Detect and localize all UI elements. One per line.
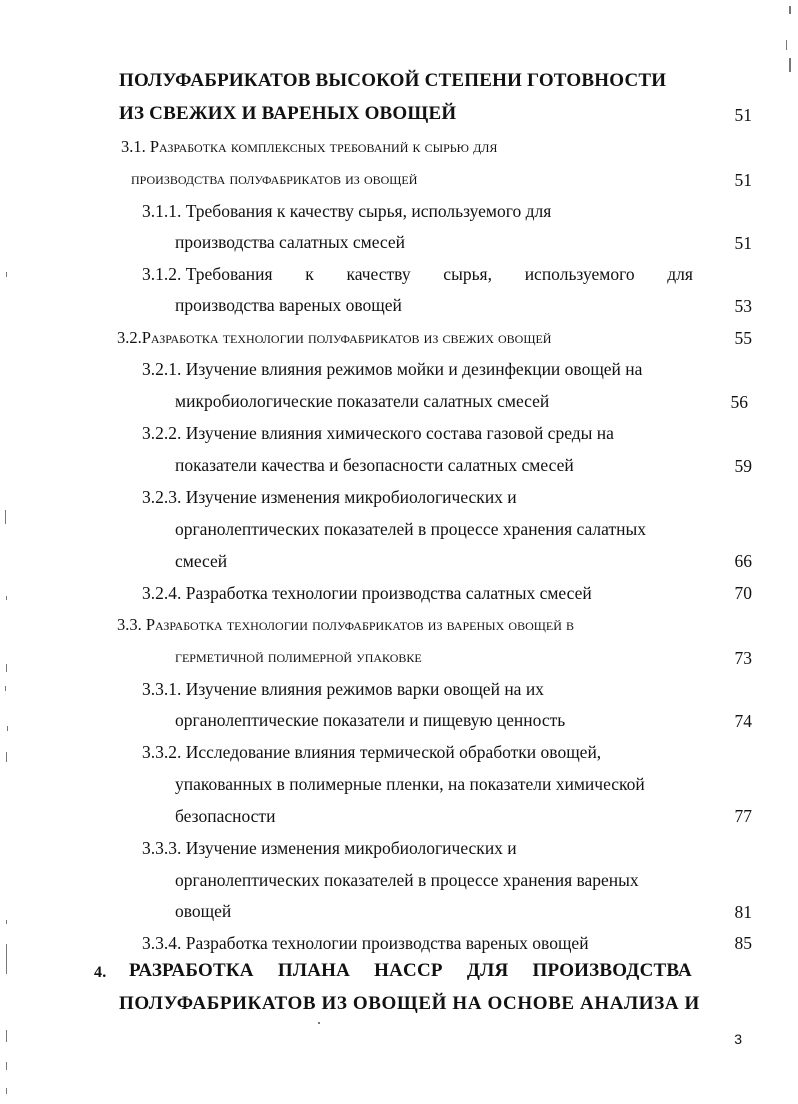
toc-word: ПЛАНА (277, 960, 351, 981)
scan-mark (6, 664, 7, 672)
toc-page-number: 85 (734, 933, 752, 953)
scan-mark (6, 272, 7, 277)
section-3-3-line1: 3.3. Разработка технологии полуфабрикатов из вареных овощей в (117, 615, 574, 634)
section-3-1-2-line2: производства вареных овощей (175, 295, 402, 315)
section-3-1-2-line1 (142, 263, 693, 285)
toc-page-number: 56 (730, 392, 748, 412)
scan-mark (6, 944, 7, 974)
section-3-1-1-line1: 3.1.1. Требования к качеству сырья, используемого для (142, 201, 552, 221)
scan-mark (6, 1062, 7, 1070)
section-3-3-3-line3: овощей (175, 901, 232, 921)
toc-page-number: 66 (734, 551, 752, 571)
section-3-3-4-line1: 3.3.4. Разработка технологии производства вареных овощей (142, 933, 589, 953)
toc-word: РАЗРАБОТКА (129, 960, 254, 981)
toc-page-number: 81 (734, 902, 752, 922)
chapter-3-title-line1: ПОЛУФАБРИКАТОВ ВЫСОКОЙ СТЕПЕНИ ГОТОВНОСТИ (119, 70, 667, 91)
section-3-2-4-line1: 3.2.4. Разработка технологии производства салатных смесей (142, 583, 592, 603)
section-3-1-line1: 3.1. Разработка комплексных требований к сырью для (121, 137, 498, 156)
scan-mark (5, 510, 6, 524)
scan-mark (789, 58, 791, 72)
scan-mark (789, 6, 791, 14)
section-3-3-2-line1: 3.3.2. Исследование влияния термической обработки овощей, (142, 742, 602, 762)
toc-page-number: 74 (734, 711, 752, 731)
section-3-3-2-line3: безопасности (175, 806, 276, 826)
section-3-2-1-line1: 3.2.1. Изучение влияния режимов мойки и дезинфекции овощей на (142, 359, 643, 379)
section-3-1-line2: производства полуфабрикатов из овощей (131, 169, 418, 188)
section-3-2-1-line2: микробиологические показатели салатных смесей (175, 391, 550, 411)
toc-page-number: 70 (734, 583, 752, 603)
toc-page-number: 51 (734, 233, 752, 253)
section-3-2-3-line2: органолептических показателей в процессе хранения салатных (175, 519, 646, 539)
scan-mark (786, 40, 787, 50)
section-3-3-1-line1: 3.3.1. Изучение влияния режимов варки овощей на их (142, 679, 544, 699)
section-3-3-2-line2: упакованных в полимерные пленки, на показатели химической (175, 774, 645, 794)
toc-word: 3.1.2. Требования (142, 264, 273, 284)
section-3-3-3-line1: 3.3.3. Изучение изменения микробиологических и (142, 838, 517, 858)
toc-page-number: 53 (734, 296, 752, 316)
toc-word: к (305, 264, 314, 284)
section-3-2-line1: 3.2.Разработка технологии полуфабрикатов из свежих овощей (117, 328, 552, 347)
toc-page-number: 73 (734, 648, 752, 668)
toc-word: ДЛЯ (466, 960, 509, 981)
scan-mark (6, 1030, 7, 1042)
toc-word: HACCP (374, 960, 443, 981)
chapter-3-title-line2: ИЗ СВЕЖИХ И ВАРЕНЫХ ОВОЩЕЙ (119, 103, 457, 124)
scan-mark (6, 752, 7, 762)
chapter-4-title-line2: ПОЛУФАБРИКАТОВ ИЗ ОВОЩЕЙ НА ОСНОВЕ АНАЛИЗА И (119, 993, 700, 1014)
toc-page-number: 51 (734, 170, 752, 190)
section-3-2-2-line2: показатели качества и безопасности салатных смесей (175, 455, 574, 475)
toc-page-number: 51 (734, 105, 752, 125)
section-3-3-1-line2: органолептические показатели и пищевую ценность (175, 710, 566, 730)
section-3-3-line2: герметичной полимерной упаковке (175, 647, 422, 666)
chapter-4-number: 4. (94, 964, 107, 981)
toc-word: ПРОИЗВОДСТВА (532, 960, 692, 981)
scan-mark (7, 726, 8, 731)
toc-word: используемого (524, 264, 635, 284)
toc-page-number: 77 (734, 806, 752, 826)
toc-page-number: 55 (734, 328, 752, 348)
scan-mark (5, 686, 6, 691)
scan-mark (318, 1022, 320, 1024)
toc-word: качеству (346, 264, 411, 284)
section-3-3-3-line2: органолептических показателей в процессе хранения вареных (175, 870, 639, 890)
chapter-4-title-line1 (129, 960, 692, 982)
section-3-2-3-line3: смесей (175, 551, 228, 571)
scan-mark (6, 596, 7, 600)
section-3-2-3-line1: 3.2.3. Изучение изменения микробиологических и (142, 487, 517, 507)
toc-page-number: 59 (734, 456, 752, 476)
toc-word: для (667, 264, 693, 284)
toc-word: сырья, (443, 264, 492, 284)
page-number: 3 (734, 1031, 742, 1047)
scan-mark (6, 920, 7, 924)
section-3-1-1-line2: производства салатных смесей (175, 232, 406, 252)
section-3-2-2-line1: 3.2.2. Изучение влияния химического состава газовой среды на (142, 423, 614, 443)
scan-mark (6, 1088, 7, 1094)
